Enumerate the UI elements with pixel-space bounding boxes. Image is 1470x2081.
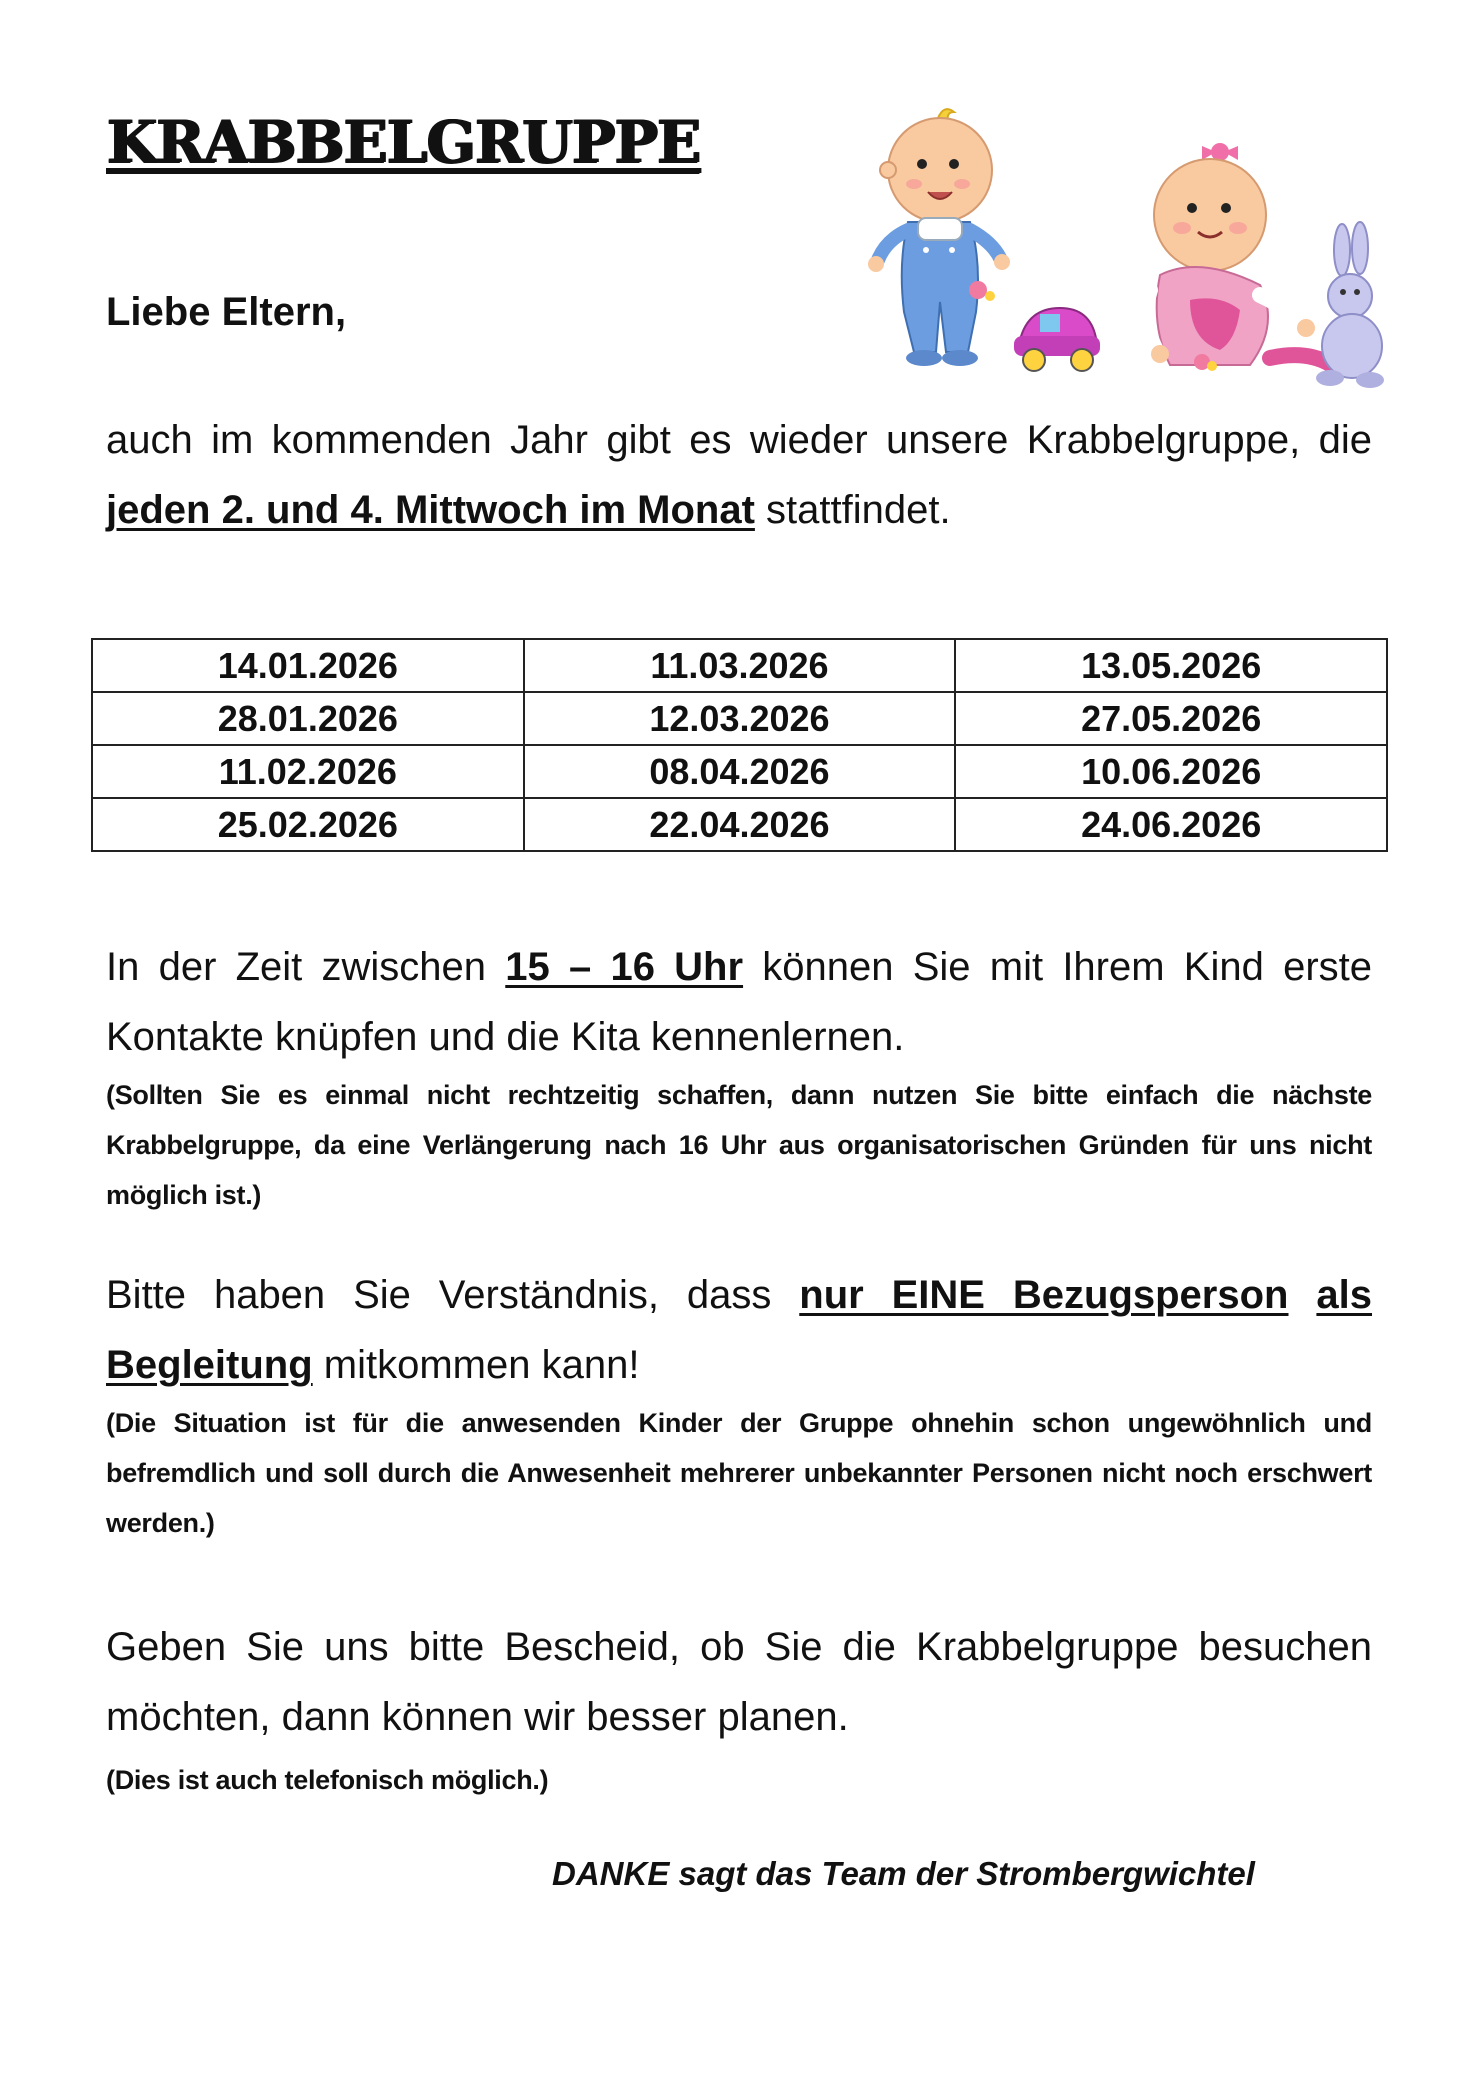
page-title: KRABBELGRUPPE — [106, 108, 700, 176]
companion-highlight: als Begleitung — [106, 1273, 1373, 1387]
date-cell: 12.03.2026 — [524, 692, 956, 745]
date-cell: 28.01.2026 — [92, 692, 524, 745]
rsvp-paragraph: Geben Sie uns bitte Bescheid, ob Sie die Krabbelgruppe besuchen möchten, dann können wir besser planen. — [106, 1625, 1372, 1739]
date-cell: 24.06.2026 — [955, 798, 1387, 851]
date-cell: 14.01.2026 — [92, 639, 524, 692]
date-cell: 11.03.2026 — [524, 639, 956, 692]
person-note: (Die Situation ist für die anwesenden Kinder der Gruppe ohnehin schon ungewöhnlich und befremdlich und soll durch die Anwesenheit mehrerer unbekannter Personen nicht noch erschwert werden.) — [106, 1408, 1372, 1538]
date-cell: 25.02.2026 — [92, 798, 524, 851]
bunny-toy-icon — [1316, 222, 1384, 388]
rsvp-note: (Dies ist auch telefonisch möglich.) — [106, 1765, 549, 1795]
dates-table — [91, 638, 1388, 852]
greeting: Liebe Eltern, — [106, 290, 347, 334]
table-row — [92, 692, 1387, 745]
intro-schedule-highlight: jeden 2. und 4. Mittwoch im Monat — [106, 488, 755, 532]
table-row — [92, 639, 1387, 692]
time-note: (Sollten Sie es einmal nicht rechtzeitig schaffen, dann nutzen Sie bitte einfach die nächste Krabbelgruppe, da eine Verlängerung nach 16 Uhr aus organisatorischen Gründen für uns nicht möglich ist.) — [106, 1080, 1372, 1210]
person-highlight: nur EINE Bezugsperson — [799, 1273, 1289, 1317]
intro-text: auch im kommenden Jahr gibt es wieder unsere Krabbelgruppe, die — [106, 418, 1372, 462]
baby-boy-icon — [868, 109, 1010, 366]
person-paragraph — [106, 1260, 1372, 1400]
table-row — [92, 745, 1387, 798]
signature: DANKE sagt das Team der Strombergwichtel — [552, 1855, 1255, 1892]
date-cell: 13.05.2026 — [955, 639, 1387, 692]
date-cell: 11.02.2026 — [92, 745, 524, 798]
table-row — [92, 798, 1387, 851]
intro-paragraph — [106, 405, 1372, 545]
time-text: In der Zeit zwischen — [106, 945, 506, 989]
babies-illustration-icon — [830, 100, 1390, 400]
date-cell: 08.04.2026 — [524, 745, 956, 798]
time-paragraph — [106, 932, 1372, 1072]
person-text: Bitte haben Sie Verständnis, dass — [106, 1273, 800, 1317]
date-cell: 22.04.2026 — [524, 798, 956, 851]
person-text-end: mitkommen kann! — [312, 1343, 640, 1387]
toy-car-icon — [1014, 308, 1100, 371]
time-text-end: können Sie mit Ihrem Kind erste Kontakte knüpfen und die Kita kennenlernen. — [106, 945, 1372, 1059]
time-highlight: 15 – 16 Uhr — [505, 945, 744, 989]
intro-text-end: stattfindet. — [754, 488, 951, 532]
date-cell: 27.05.2026 — [955, 692, 1387, 745]
baby-girl-icon — [1146, 143, 1330, 371]
date-cell: 10.06.2026 — [955, 745, 1387, 798]
